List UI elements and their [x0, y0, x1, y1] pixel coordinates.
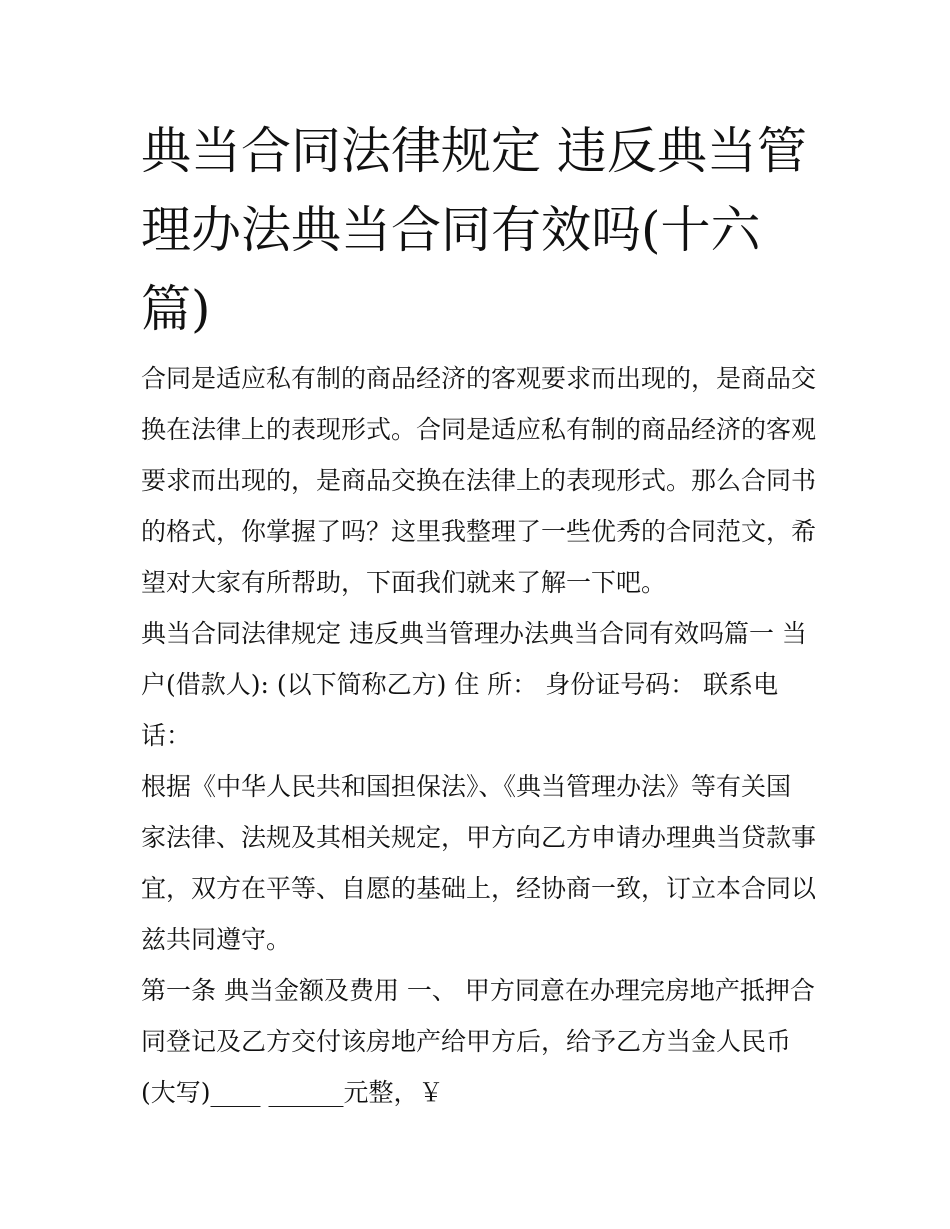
body-line: 户(借款人): (以下简称乙方) 住 所： 身份证号码： 联系电	[141, 670, 779, 699]
body-line: 兹共同遵守。	[141, 925, 292, 954]
document-title	[141, 112, 821, 349]
title-line: 典当合同法律规定 违反典当管	[141, 122, 807, 180]
body-line: 家法律、法规及其相关规定，甲方向乙方申请办理典当贷款事	[141, 823, 817, 852]
body-line: 的格式，你掌握了吗？这里我整理了一些优秀的合同范文，希	[141, 517, 817, 546]
body-line: (大写)____ ______元整，￥	[141, 1078, 444, 1107]
document-body	[141, 353, 831, 1118]
body-line: 换在法律上的表现形式。合同是适应私有制的商品经济的客观	[141, 415, 817, 444]
title-line: 理办法典当合同有效吗(十六	[141, 201, 761, 259]
body-line: 合同是适应私有制的商品经济的客观要求而出现的，是商品交	[141, 364, 817, 393]
body-line: 望对大家有所帮助，下面我们就来了解一下吧。	[141, 568, 667, 597]
body-line: 根据《中华人民共和国担保法》、《典当管理办法》等有关国	[141, 772, 792, 801]
body-line: 典当合同法律规定 违反典当管理办法典当合同有效吗篇一 当	[141, 619, 807, 648]
body-line: 第一条 典当金额及费用 一、 甲方同意在办理完房地产抵押合	[141, 976, 815, 1005]
title-line: 篇)	[141, 280, 211, 338]
body-line: 话：	[141, 721, 192, 750]
body-line: 同登记及乙方交付该房地产给甲方后，给予乙方当金人民币	[141, 1027, 792, 1056]
body-line: 宜，双方在平等、自愿的基础上，经协商一致，订立本合同以	[141, 874, 817, 903]
body-line: 要求而出现的，是商品交换在法律上的表现形式。那么合同书	[141, 466, 817, 495]
